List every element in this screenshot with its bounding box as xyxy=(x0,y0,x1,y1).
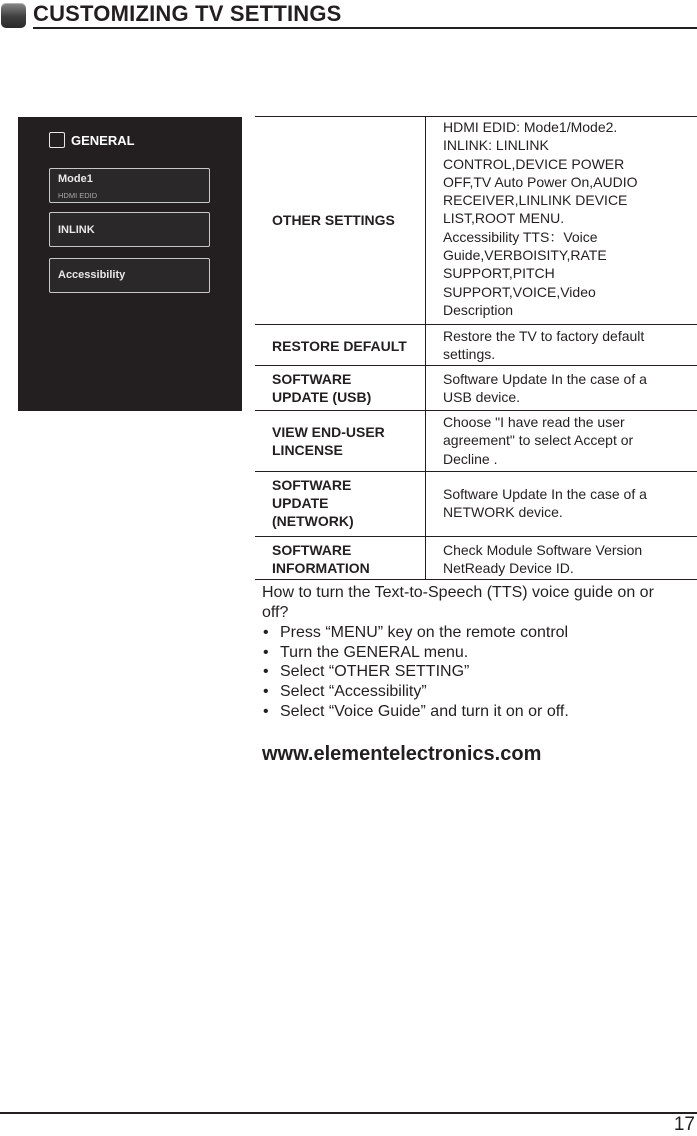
tts-question-line1: How to turn the Text-to-Speech (TTS) voice guide on or xyxy=(262,584,654,601)
tts-step: Turn the GENERAL menu. xyxy=(280,644,469,661)
website-link[interactable]: www.elementelectronics.com xyxy=(262,743,542,765)
setting-description: Software Update In the case of a NETWORK device. xyxy=(443,486,647,521)
page-number: 17 xyxy=(673,1114,695,1135)
bullet-icon: • xyxy=(263,703,269,720)
tts-step: Select “OTHER SETTING” xyxy=(280,663,470,680)
tts-step: Press “MENU” key on the remote control xyxy=(280,624,569,641)
tv-menu-panel xyxy=(18,117,242,411)
tv-menu-header xyxy=(49,132,135,148)
bullet-icon: • xyxy=(263,644,269,661)
section-badge-icon xyxy=(1,3,26,28)
setting-name: VIEW END-USER LINCENSE xyxy=(272,424,385,458)
bullet-icon: • xyxy=(263,624,269,641)
table-row xyxy=(255,325,697,366)
page-title: CUSTOMIZING TV SETTINGS xyxy=(33,1,342,26)
setting-name: RESTORE DEFAULT xyxy=(272,338,407,354)
tv-menu-item-accessibility[interactable] xyxy=(49,258,210,293)
tts-question-line2: off? xyxy=(262,604,289,621)
tv-menu-item-sublabel: HDMI EDID xyxy=(58,191,98,200)
setting-description: Check Module Software Version NetReady Device ID. xyxy=(443,542,643,577)
tv-menu-item-label: Accessibility xyxy=(58,269,126,281)
table-row xyxy=(255,366,697,411)
setting-description: Choose "I have read the user agreement" to select Accept or Decline . xyxy=(443,414,634,467)
tts-step: Select “Voice Guide” and turn it on or off. xyxy=(280,703,569,720)
setting-description: HDMI EDID: Mode1/Mode2. INLINK: LINLINK CONTROL,DEVICE POWER OFF,TV Auto Power On,AUDIO RECEIVER,LINLINK DEVICE LIST,ROOT MENU. Accessibility TTS：Voice Guide,VERBOISITY,RATE SUPPORT,PITCH SUPPORT,VOICE,Video Description xyxy=(443,119,638,318)
table-row xyxy=(255,537,697,580)
tv-menu-item-mode1[interactable] xyxy=(49,168,210,203)
checkbox-icon xyxy=(49,132,65,148)
settings-table xyxy=(255,116,697,580)
tts-step: Select “Accessibility” xyxy=(280,683,427,700)
tv-menu-item-label: INLINK xyxy=(58,224,95,236)
setting-name: SOFTWARE INFORMATION xyxy=(272,542,370,576)
tv-menu-section-label: GENERAL xyxy=(71,132,135,148)
header-rule xyxy=(33,27,697,29)
setting-name: OTHER SETTINGS xyxy=(272,212,395,228)
table-row xyxy=(255,116,697,325)
table-row xyxy=(255,472,697,537)
footer-rule xyxy=(0,1112,697,1114)
setting-description: Software Update In the case of a USB device. xyxy=(443,371,647,406)
setting-name: SOFTWARE UPDATE (NETWORK) xyxy=(272,477,354,529)
bullet-icon: • xyxy=(263,683,269,700)
tv-menu-item-inlink[interactable] xyxy=(49,212,210,247)
setting-name: SOFTWARE UPDATE (USB) xyxy=(272,371,372,405)
tv-menu-item-label: Mode1 xyxy=(58,173,93,185)
table-row xyxy=(255,411,697,472)
bullet-icon: • xyxy=(263,663,269,680)
setting-description: Restore the TV to factory default settings. xyxy=(443,328,645,363)
